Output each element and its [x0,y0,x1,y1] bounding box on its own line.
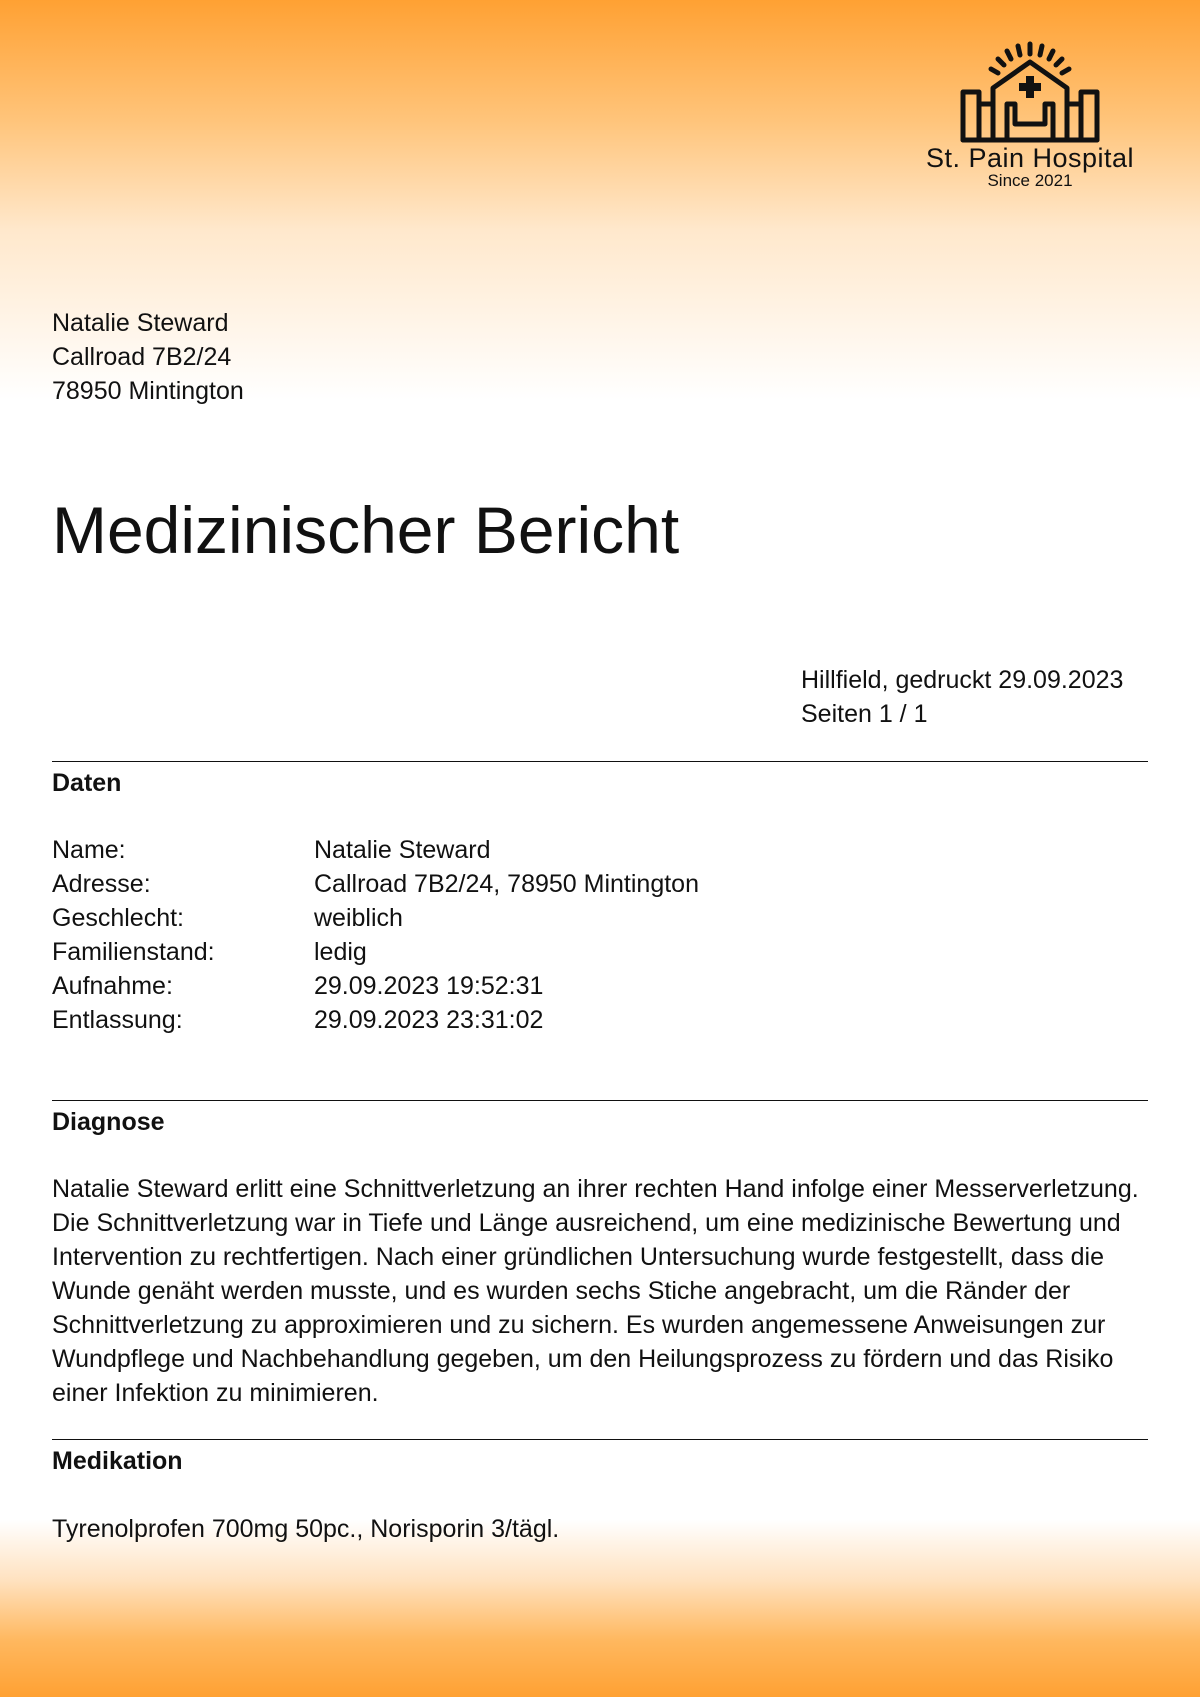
data-row-admission [52,969,699,1003]
document-title: Medizinischer Bericht [52,493,680,567]
data-row-address [52,867,699,901]
section-heading-medication: Medikation [52,1447,183,1475]
section-divider-diagnosis [52,1100,1148,1101]
data-value: ledig [314,938,367,966]
data-label: Adresse: [52,870,151,898]
data-label: Name: [52,836,126,864]
medication-text: Tyrenolprofen 700mg 50pc., Norisporin 3/tägl. [52,1515,560,1543]
data-row-discharge [52,1003,699,1037]
data-value: 29.09.2023 23:31:02 [314,1006,544,1034]
patient-data-table [52,833,699,1037]
diagnosis-text: Natalie Steward erlitt eine Schnittverletzung an ihrer rechten Hand infolge einer Messerverletzung. Die Schnittverletzung war in Tiefe und Länge ausreichend, um eine medizinische Bewertung und Intervention zu rechtfertigen. Nach einer gründlichen Untersuchung wurde festgestellt, dass die Wunde genäht werden musste, und es wurden sechs Stiche angebracht, um die Ränder der Schnittverletzung zu approximieren und zu sichern. Es wurden angemessene Anweisungen zur Wundpflege und Nachbehandlung gegeben, um den Heilungsprozess zu fördern und das Risiko einer Infektion zu minimieren. [52,1175,1139,1407]
section-divider-data [52,761,1148,762]
page-count: Seiten 1 / 1 [801,700,928,728]
data-label: Geschlecht: [52,904,185,932]
data-label: Entlassung: [52,1006,183,1034]
hospital-since: Since 2021 [987,171,1073,190]
data-value: weiblich [314,904,403,932]
data-value: Callroad 7B2/24, 78950 Mintington [314,870,699,898]
data-label: Familienstand: [52,938,215,966]
data-row-name [52,833,699,867]
print-info [801,663,1123,731]
recipient-street: Callroad 7B2/24 [52,343,232,371]
section-divider-medication [52,1439,1148,1440]
recipient-city: 78950 Mintington [52,377,244,405]
data-row-marital-status [52,935,699,969]
hospital-logo [910,40,1150,210]
data-label: Aufnahme: [52,972,173,1000]
hospital-building-icon [955,40,1105,144]
recipient-name: Natalie Steward [52,309,229,337]
data-value: Natalie Steward [314,836,491,864]
recipient-address [52,306,244,408]
print-place-date: Hillfield, gedruckt 29.09.2023 [801,666,1124,694]
data-value: 29.09.2023 19:52:31 [314,972,544,1000]
section-heading-diagnosis: Diagnose [52,1108,165,1136]
section-heading-data: Daten [52,769,122,797]
hospital-name: St. Pain Hospital [925,143,1135,173]
data-row-gender [52,901,699,935]
